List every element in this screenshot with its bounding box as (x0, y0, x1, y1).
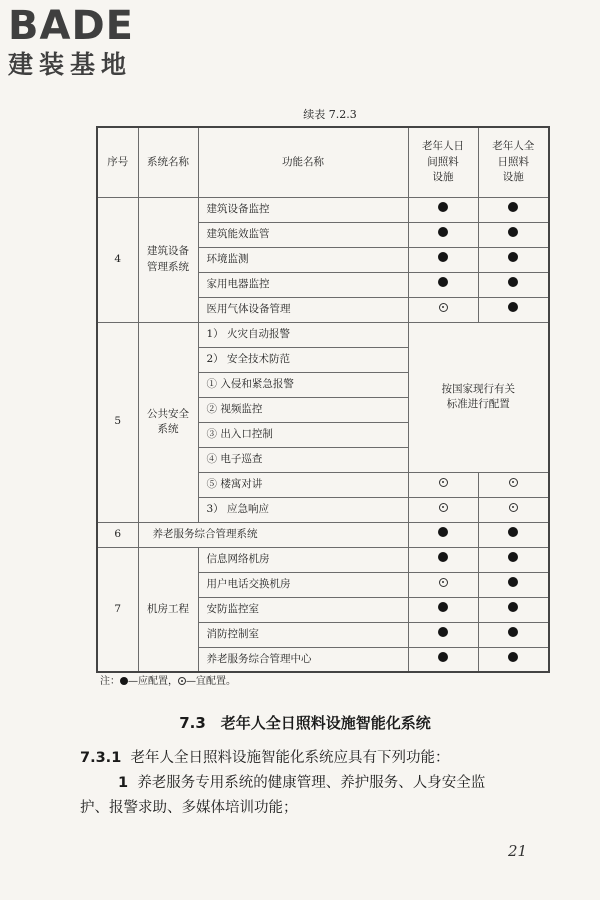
function-name: ① 入侵和紧急报警 (198, 372, 408, 397)
function-name: 建筑设备监控 (198, 197, 408, 222)
config-cell (478, 597, 549, 622)
item-paragraph (118, 773, 485, 793)
function-name: 安防监控室 (198, 597, 408, 622)
config-cell (478, 622, 549, 647)
row-number: 5 (97, 322, 138, 522)
config-cell (478, 472, 549, 497)
system-function-table (96, 126, 550, 673)
filled-dot-icon (508, 277, 518, 287)
merged-config-line: 标准进行配置 (446, 398, 510, 410)
circled-dot-icon (439, 578, 448, 587)
function-name: ② 视频监控 (198, 397, 408, 422)
function-name: 医用气体设备管理 (198, 297, 408, 322)
table-note (100, 672, 236, 687)
config-cell (478, 522, 549, 547)
config-cell (408, 497, 478, 522)
system-name (138, 197, 198, 322)
config-cell (408, 622, 478, 647)
clause-paragraph (80, 748, 450, 768)
table-row (97, 522, 549, 547)
filled-dot-icon (438, 227, 448, 237)
item-text-line1: 养老服务专用系统的健康管理、养护服务、人身安全监 (137, 775, 486, 791)
clause-text: 老年人全日照料设施智能化系统应具有下列功能： (130, 750, 450, 766)
function-name: 用户电话交换机房 (198, 572, 408, 597)
filled-dot-icon (508, 602, 518, 612)
header-daytime-care-line: 设施 (432, 170, 454, 183)
circled-dot-icon (509, 478, 518, 487)
logo-latin-text: BADE (8, 3, 134, 49)
logo (8, 4, 134, 80)
header-daytime-care (408, 127, 478, 197)
header-fullday-care-line: 老年人全 (492, 140, 535, 153)
header-system: 系统名称 (138, 127, 198, 197)
table-row (97, 547, 549, 572)
header-fullday-care (478, 127, 549, 197)
config-cell (478, 297, 549, 322)
circled-dot-icon (439, 478, 448, 487)
function-name: ④ 电子巡查 (198, 447, 408, 472)
clause-number: 7.3.1 (80, 750, 122, 766)
config-cell (478, 497, 549, 522)
filled-dot-icon (438, 627, 448, 637)
logo-chinese-text: 建装基地 (8, 50, 133, 79)
filled-dot-icon (508, 252, 518, 262)
system-name-line: 机房工程 (147, 602, 189, 615)
function-name: 家用电器监控 (198, 272, 408, 297)
filled-dot-icon (508, 627, 518, 637)
filled-dot-icon (438, 602, 448, 612)
filled-dot-icon (438, 652, 448, 662)
item-paragraph-continued: 护、报警求助、多媒体培训功能； (80, 800, 298, 816)
config-cell (408, 222, 478, 247)
table-header-row (97, 127, 549, 197)
config-cell (478, 647, 549, 672)
function-name: ⑤ 楼寓对讲 (198, 472, 408, 497)
filled-dot-icon (438, 202, 448, 212)
filled-dot-icon (120, 677, 128, 685)
system-name (138, 322, 198, 522)
table-caption: 续表 7.2.3 (303, 108, 357, 121)
system-name-line: 管理系统 (147, 260, 189, 273)
function-name: 建筑能效监管 (198, 222, 408, 247)
system-name-line: 公共安全 (147, 407, 189, 420)
item-number: 1 (118, 775, 129, 791)
config-cell (478, 222, 549, 247)
config-cell (408, 472, 478, 497)
filled-dot-icon (508, 527, 518, 537)
circled-dot-icon (509, 503, 518, 512)
config-cell (478, 547, 549, 572)
header-daytime-care-line: 间照料 (427, 155, 459, 168)
circled-dot-icon (178, 677, 186, 685)
function-name: 3） 应急响应 (198, 497, 408, 522)
config-cell (408, 247, 478, 272)
config-cell (478, 572, 549, 597)
function-name: 环境监测 (198, 247, 408, 272)
section-heading: 7.3 老年人全日照料设施智能化系统 (179, 714, 431, 732)
row-number: 6 (97, 522, 138, 547)
note-prefix: 注： (100, 676, 120, 687)
filled-dot-icon (438, 552, 448, 562)
function-name: 养老服务综合管理中心 (198, 647, 408, 672)
function-name: 消防控制室 (198, 622, 408, 647)
filled-dot-icon (438, 277, 448, 287)
circled-dot-icon (439, 303, 448, 312)
row-number: 7 (97, 547, 138, 672)
note-required: —应配置， (128, 676, 178, 687)
filled-dot-icon (508, 552, 518, 562)
system-name (138, 547, 198, 672)
function-name: 2） 安全技术防范 (198, 347, 408, 372)
function-name: ③ 出入口控制 (198, 422, 408, 447)
header-function: 功能名称 (198, 127, 408, 197)
config-cell (408, 647, 478, 672)
system-name-line: 建筑设备 (147, 245, 189, 258)
system-name-line: 系统 (157, 423, 179, 435)
system-name: 养老服务综合管理系统 (138, 522, 408, 547)
table-row (97, 197, 549, 222)
filled-dot-icon (508, 202, 518, 212)
header-no: 序号 (97, 127, 138, 197)
merged-config-note (408, 322, 549, 472)
config-cell (408, 297, 478, 322)
config-cell (478, 197, 549, 222)
filled-dot-icon (508, 227, 518, 237)
function-name: 1） 火灾自动报警 (198, 322, 408, 347)
config-cell (408, 597, 478, 622)
filled-dot-icon (508, 577, 518, 587)
filled-dot-icon (438, 527, 448, 537)
config-cell (408, 522, 478, 547)
config-cell (408, 272, 478, 297)
filled-dot-icon (508, 652, 518, 662)
header-fullday-care-line: 日照料 (497, 155, 529, 168)
config-cell (408, 572, 478, 597)
table-row (97, 322, 549, 347)
merged-config-line: 按国家现行有关 (441, 382, 515, 395)
header-fullday-care-line: 设施 (502, 170, 524, 183)
config-cell (408, 547, 478, 572)
circled-dot-icon (439, 503, 448, 512)
page-number: 21 (508, 842, 528, 860)
config-cell (478, 247, 549, 272)
row-number: 4 (97, 197, 138, 322)
filled-dot-icon (438, 252, 448, 262)
note-recommended: —宜配置。 (186, 676, 236, 687)
function-name: 信息网络机房 (198, 547, 408, 572)
config-cell (408, 197, 478, 222)
filled-dot-icon (508, 302, 518, 312)
header-daytime-care-line: 老年人日 (422, 140, 464, 153)
config-cell (478, 272, 549, 297)
